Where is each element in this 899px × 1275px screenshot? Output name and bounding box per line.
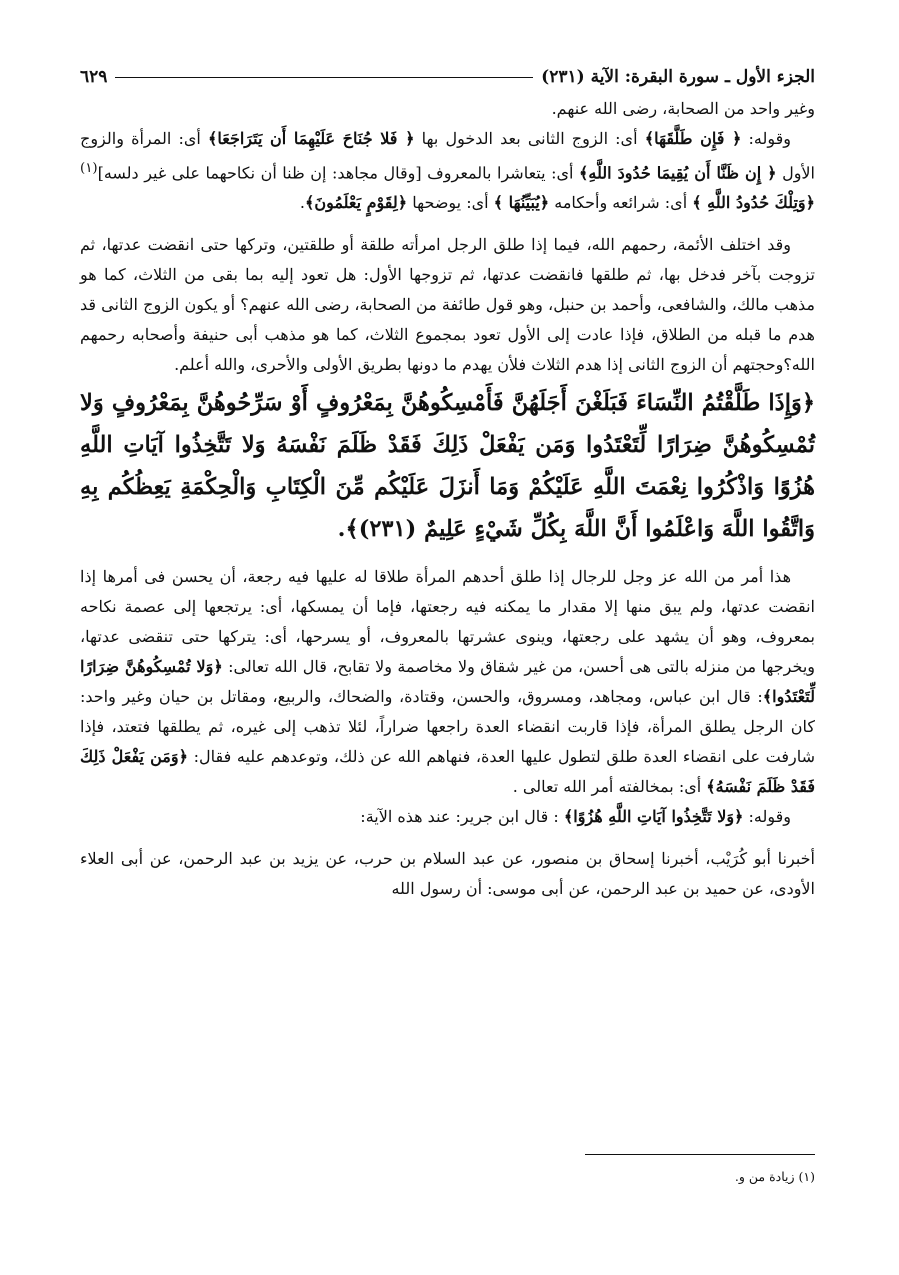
paragraph-4 bbox=[80, 562, 815, 802]
p2-quran-4: ﴿وَتِلْكَ حُدُودُ اللَّهِ ﴾ bbox=[692, 193, 815, 213]
p2-quran-1: ﴿ فَإِن طَلَّقَهَا﴾ bbox=[644, 129, 742, 148]
p4-text-2: : قال ابن عباس، ومجاهد، ومسروق، والحسن، وقتادة، والضحاك، والربيع، ومقاتل بن حيان وغير واحد: كان الرجل يطلق المرأة، فإذا قاربت انقضاء العدة راجعها ضراراً، لئلا تذهب إلى غيره، ثم يطلقها فتعتد، فإذا شارفت على انقضاء العدة طلق لتطول عليها العدة، فنهاهم الله عن ذلك، وتوعدهم عليه فقال: bbox=[80, 687, 816, 767]
spacer bbox=[80, 218, 815, 230]
p4-quran-2: ﴿وَمَن يَفْعَلْ ذَلِكَ فَقَدْ ظَلَمَ نَفْسَهُ﴾ bbox=[80, 747, 815, 797]
p2-text-1: وقوله: bbox=[741, 129, 792, 148]
header-rule bbox=[115, 77, 533, 78]
p2-text-3: أى: المرأة والزوج الأول bbox=[80, 129, 816, 183]
header-title: الجزء الأول ـ سورة البقرة: الآية (٢٣١) bbox=[541, 67, 815, 87]
p2-text-7: . bbox=[299, 193, 305, 213]
footnote: (١) زيادة من و. bbox=[734, 1169, 815, 1184]
paragraph-2 bbox=[80, 124, 815, 218]
p2-quran-2: ﴿ فَلا جُنَاحَ عَلَيْهِمَا أَن يَتَرَاجَعَا﴾ bbox=[207, 129, 415, 148]
p2-text-2: أى: الزوج الثانى بعد الدخول بها bbox=[414, 129, 645, 148]
p2-text-5: أى: شرائعه وأحكامه bbox=[549, 193, 693, 213]
footnote-ref: (١) bbox=[80, 161, 98, 176]
p5-quran-1: ﴿وَلا تَتَّخِذُوا آيَاتِ اللَّهِ هُزُوًا﴾ bbox=[563, 807, 744, 827]
spacer bbox=[80, 550, 815, 562]
paragraph-1: وغير واحد من الصحابة، رضى الله عنهم. bbox=[551, 99, 815, 118]
p2-text-4: أى: يتعاشرا بالمعروف [وقال مجاهد: إن ظنا أن نكاحهما على غير دلسه] bbox=[97, 163, 580, 183]
paragraph-5 bbox=[80, 802, 815, 832]
p2-quran-3: ﴿ إِن ظَنَّا أَن يُقِيمَا حُدُودَ اللَّهِ﴾ bbox=[579, 163, 777, 183]
p2-quran-5: ﴿يُبَيِّنُهَا ﴾ bbox=[493, 193, 550, 213]
running-header bbox=[80, 60, 815, 94]
p5-text-1: وقوله: bbox=[743, 807, 791, 827]
page bbox=[80, 60, 816, 1184]
quran-verse-231: ﴿وَإِذَا طَلَّقْتُمُ النِّسَاءَ فَبَلَغْنَ أَجَلَهُنَّ فَأَمْسِكُوهُنَّ بِمَعْرُوفٍ أَوْ سَرِّحُوهُنَّ بِمَعْرُوفٍ وَلا تُمْسِكُوهُنَّ ضِرَارًا لِّتَعْتَدُوا وَمَن يَفْعَلْ ذَلِكَ فَقَدْ ظَلَمَ نَفْسَهُ وَلا تَتَّخِذُوا آيَاتِ اللَّهِ هُزُوًا وَاذْكُرُوا نِعْمَتَ اللَّهِ عَلَيْكُمْ وَمَا أَنزَلَ عَلَيْكُم مِّنَ الْكِتَابِ وَالْحِكْمَةِ يَعِظُكُم بِهِ وَاتَّقُوا اللَّهَ وَاعْلَمُوا أَنَّ اللَّهَ بِكُلِّ شَيْءٍ عَلِيمٌ (٢٣١)﴾. bbox=[80, 390, 815, 543]
p5-text-2: : قال ابن جرير: عند هذه الآية: bbox=[360, 807, 564, 827]
p4-quran-1: ﴿وَلا تُمْسِكُوهُنَّ ضِرَارًا لِّتَعْتَدُوا﴾ bbox=[80, 657, 815, 707]
page-number: ٦٢٩ bbox=[80, 67, 108, 87]
p2-quran-6: ﴿لِقَوْمٍ يَعْلَمُونَ﴾ bbox=[304, 193, 408, 213]
spacer bbox=[80, 832, 815, 844]
p4-text-1: هذا أمر من الله عز وجل للرجال إذا طلق أحدهم المرأة طلاقا له عليها فيه رجعة، أن يحسن فى أمرها إذا انقضت عدتها، ولم يبق منها إلا مقدار ما يمكنه فيه رجعتها، فإما أن يمسكها، أى: يرتجعها إلى عصمة نكاحه بمعروف، وهو أن يشهد على رجعتها، وينوى عشرتها بالمعروف، أو يسرحها، أى: يتركها حتى تنقضى عدتها، ويخرجها من منزله بالتى هى أحسن، من غير شقاق ولا مخاصمة ولا تقابح، قال الله تعالى: bbox=[80, 567, 816, 677]
paragraph-6: أخبرنا أبو كُرَيْب، أخبرنا إسحاق بن منصور، عن عبد السلام بن حرب، عن يزيد بن عبد الرحمن، عن أبى العلاء الأودى، عن حميد بن عبد الرحمن، عن أبى موسى: أن رسول الله bbox=[80, 849, 815, 899]
p2-text-6: أى: يوضحها bbox=[407, 193, 494, 213]
paragraph-3: وقد اختلف الأئمة، رحمهم الله، فيما إذا طلق الرجل امرأته طلقة أو طلقتين، وتركها حتى انقضت عدتها، ثم تزوجت بآخر فدخل بها، ثم طلقها فانقضت عدتها، ثم تزوجها الأول: هل تعود إليه بما بقى من الثلاث، كما هو مذهب مالك، والشافعى، وأحمد بن حنبل، وهو قول طائفة من الصحابة، رضى الله عنهم؟ أو يكون الزوج الثانى قد هدم ما قبله من الطلاق، فإذا عادت إلى الأول تعود بمجموع الثلاث، كما هو مذهب أبى حنيفة وأصحابه رحمهم الله؟وحجتهم أن الزوج الثانى إذا هدم الثلاث فلأن يهدم ما دونها بطريق الأولى والأحرى، والله أعلم. bbox=[80, 235, 816, 375]
footnote-rule bbox=[585, 1154, 815, 1155]
p4-text-3: أى: بمخالفته أمر الله تعالى . bbox=[512, 777, 707, 797]
